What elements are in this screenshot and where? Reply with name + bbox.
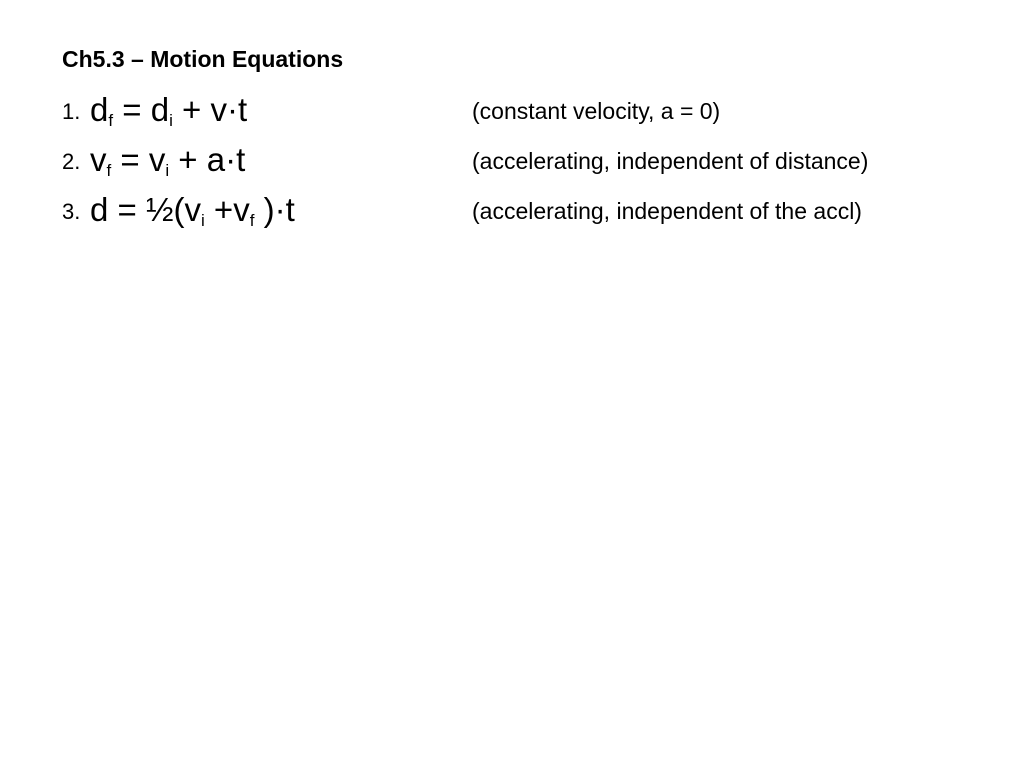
equation-note: (constant velocity, a = 0) (472, 98, 721, 124)
equation-row (62, 136, 1012, 180)
formula-part: = d (113, 91, 170, 128)
equation-number: 2. (62, 149, 81, 174)
formula-subscript: i (165, 161, 170, 181)
equation-number: 3. (62, 199, 81, 224)
equation-formula (90, 91, 248, 131)
formula-part: + a·t (169, 141, 246, 178)
formula-subscript: f (106, 161, 112, 181)
formula-part: = v (111, 141, 166, 178)
formula-subscript: i (169, 111, 173, 131)
formula-part: +v (204, 191, 250, 228)
equation-row (62, 186, 1012, 230)
equation-formula (90, 191, 295, 231)
equation-number: 1. (62, 99, 81, 124)
formula-part: d (90, 91, 109, 128)
formula-part: v (90, 141, 107, 178)
equation-formula (90, 141, 246, 181)
formula-subscript: f (108, 111, 114, 131)
formula-subscript: f (249, 211, 255, 231)
equation-note: (accelerating, independent of the accl) (472, 198, 862, 224)
formula-part: )·t (254, 191, 295, 228)
equation-note: (accelerating, independent of distance) (472, 148, 869, 174)
page-title: Ch5.3 – Motion Equations (62, 46, 344, 72)
formula-subscript: i (200, 211, 205, 231)
equation-row (62, 86, 1012, 130)
formula-part: + v·t (172, 91, 248, 128)
formula-part: d = ½(v (90, 191, 201, 228)
